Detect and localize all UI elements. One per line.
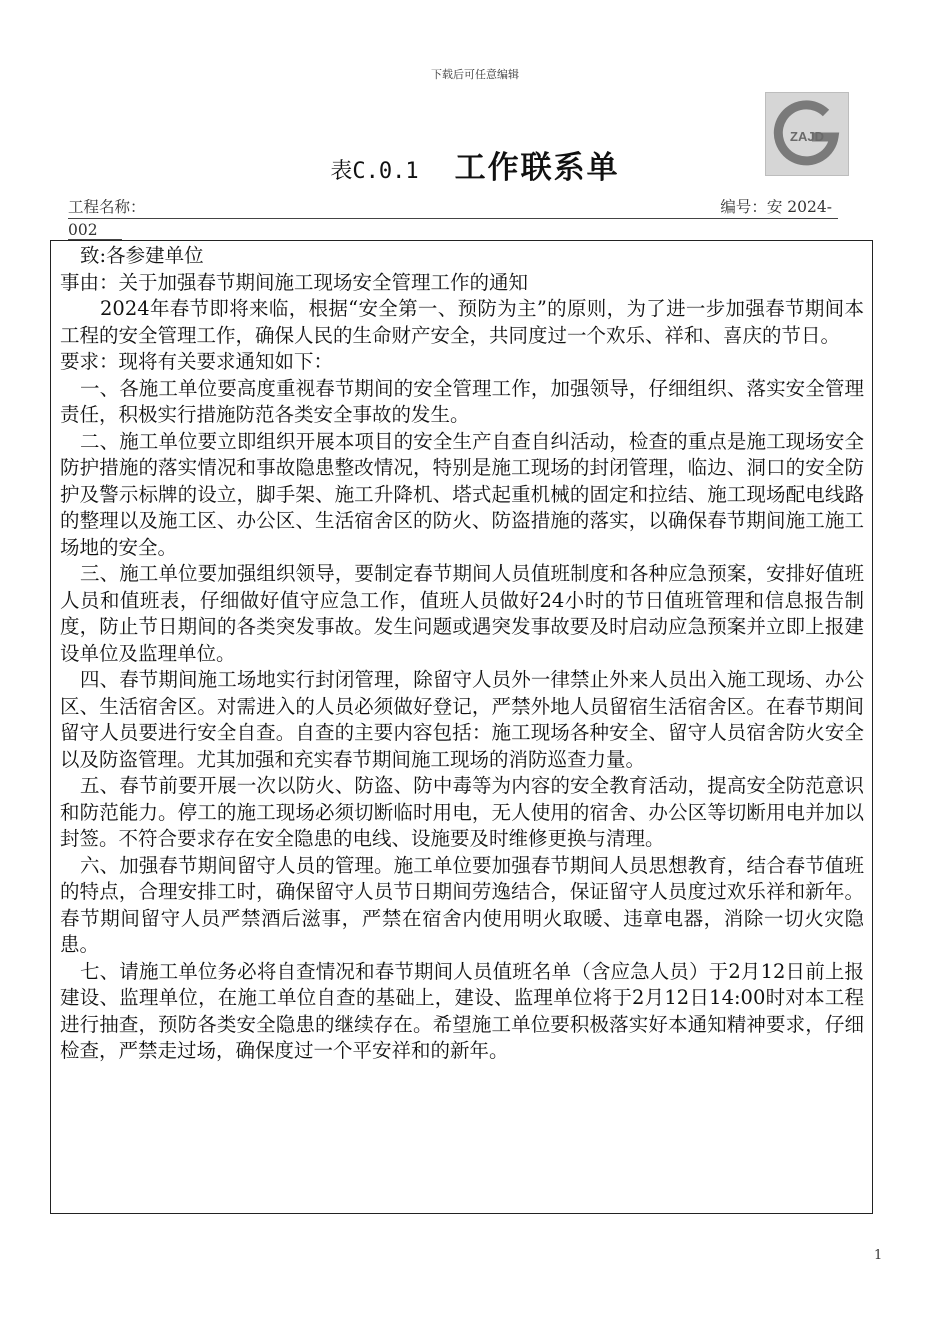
header-note: 下载后可任意编辑: [431, 68, 519, 81]
document-title: [0, 142, 950, 187]
requirement-item-5: 五、春节前要开展一次以防火、防盗、防中毒等为内容的安全教育活动，提高安全防范意识和防范能力。停工的施工现场必须切断临时用电，无人使用的宿舍、办公区等切断用电并加以封签。不符合要求存在安全隐患的电线、设施要及时维修更换与清理。: [60, 774, 864, 850]
subject-line: 事由：关于加强春节期间施工现场安全管理工作的通知: [60, 270, 529, 294]
notice-body: [60, 243, 864, 1065]
requirement-item-4: 四、春节期间施工场地实行封闭管理，除留守人员外一律禁止外来人员出入施工现场、办公区、生活宿舍区。对需进入的人员必须做好登记，严禁外地人员留宿生活宿舍区。在春节期间留守人员要进行安全自查。自查的主要内容包括：施工现场各种安全、留守人员宿舍防火安全以及防盗管理。尤其加强和充实春节期间施工现场的消防巡查力量。: [60, 668, 864, 771]
requirements-heading: 要求：现将有关要求通知如下：: [60, 350, 334, 373]
requirement-item-2: 二、施工单位要立即组织开展本项目的安全生产自查自纠活动，检查的重点是施工现场安全防护措施的落实情况和事故隐患整改情况，特别是施工现场的封闭管理，临边、洞口的安全防护及警示标牌的设立，脚手架、施工升降机、塔式起重机械的固定和拉结、施工现场配电线路的整理以及施工区、办公区、生活宿舍区的防火、防盗措施的落实，以确保春节期间施工施工场地的安全。: [60, 429, 864, 559]
document-number-continuation: 002: [68, 219, 122, 241]
form-title: 工作联系单: [454, 150, 620, 186]
intro-paragraph: 2024年春节即将来临，根据“安全第一、预防为主”的原则，为了进一步加强春节期间本工程的安全管理工作，确保人民的生命财产安全，共同度过一个欢乐、祥和、喜庆的节日。: [60, 297, 864, 347]
requirement-item-1: 一、各施工单位要高度重视春节期间的安全管理工作，加强领导，仔细组织、落实安全管理责任，积极实行措施防范各类安全事故的发生。: [60, 376, 864, 426]
requirement-item-6: 六、加强春节期间留守人员的管理。施工单位要加强春节期间人员思想教育，结合春节值班的特点，合理安排工时，确保留守人员节日期间劳逸结合，保证留守人员度过欢乐祥和新年。春节期间留守人员严禁酒后滋事，严禁在宿舍内使用明火取暖、违章电器，消除一切火灾隐患。: [60, 853, 864, 956]
meta-line: [68, 196, 838, 225]
document-number-label: 编号：安 2024-: [720, 198, 832, 216]
form-code: 表C.0.1: [330, 159, 419, 184]
requirement-item-7: 七、请施工单位务必将自查情况和春节期间人员值班名单（含应急人员）于2月12日前上报建设、监理单位，在施工单位自查的基础上，建设、监理单位将于2月12日14:00时对本工程进行抽查，预防各类安全隐患的继续存在。希望施工单位要积极落实好本通知精神要求，仔细检查，严禁走过场，确保度过一个平安祥和的新年。: [60, 959, 864, 1062]
requirement-item-3: 三、施工单位要加强组织领导，要制定春节期间人员值班制度和各种应急预案，安排好值班人员和值班表，仔细做好值守应急工作，值班人员做好24小时的节日值班管理和信息报告制度，防止节日期间的各类突发事故。发生问题或遇突发事故要及时启动应急预案并立即上报建设单位及监理单位。: [60, 562, 864, 665]
addressee: 致:各参建单位: [80, 244, 204, 267]
page-number: 1: [874, 1248, 883, 1263]
logo-text: ZAJD: [790, 129, 824, 144]
project-name-label: 工程名称：: [68, 198, 146, 216]
